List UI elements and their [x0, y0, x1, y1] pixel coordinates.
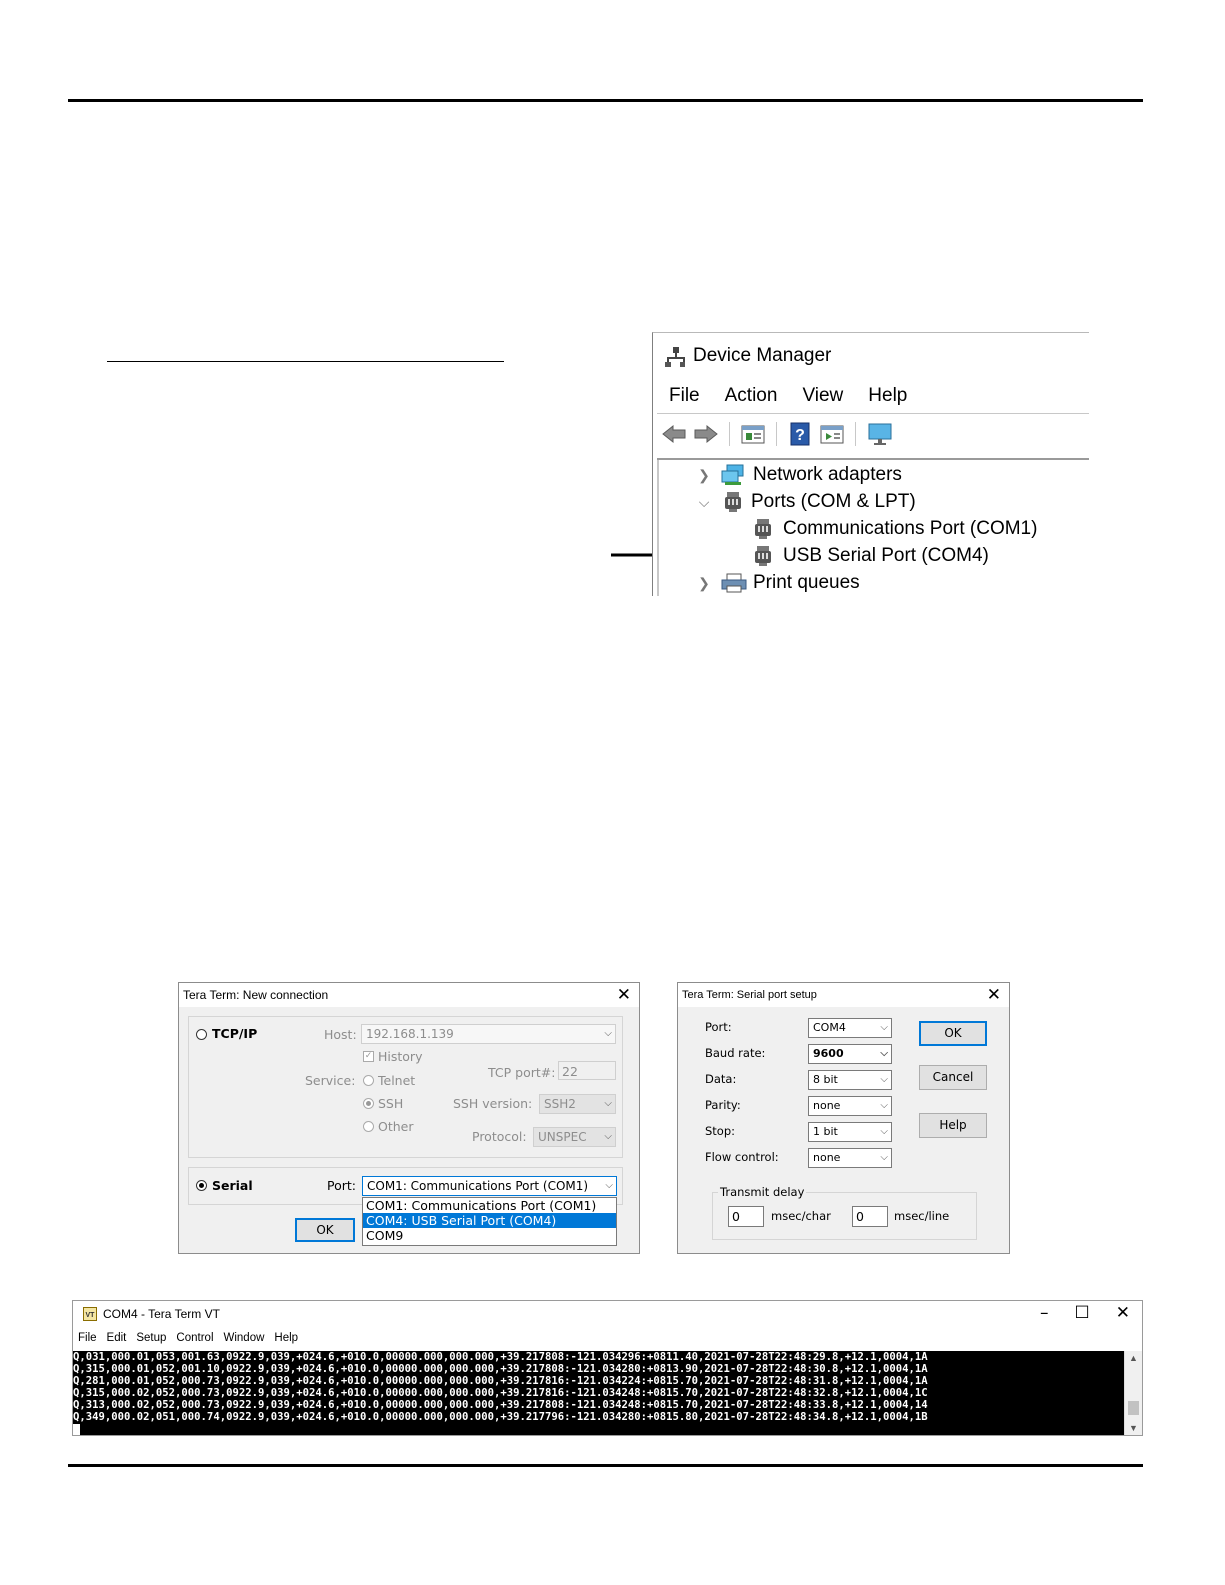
port-field-select[interactable] — [808, 1018, 892, 1038]
menu-window[interactable]: Window — [223, 1332, 265, 1344]
menu-help[interactable]: Help — [274, 1332, 299, 1344]
data-value: 8 bit — [813, 1073, 838, 1086]
host-input[interactable] — [361, 1024, 616, 1044]
section-underline — [107, 361, 504, 362]
tree-item-print-queues[interactable] — [697, 572, 860, 594]
terminal-output[interactable] — [73, 1351, 1125, 1435]
telnet-radio[interactable] — [363, 1075, 374, 1086]
device-tree — [657, 460, 1089, 596]
tree-item-com1[interactable] — [753, 518, 1037, 540]
port-option-selected[interactable]: COM4: USB Serial Port (COM4) — [363, 1213, 616, 1228]
menu-setup[interactable]: Setup — [136, 1332, 167, 1344]
serial-radio[interactable] — [196, 1180, 207, 1191]
tera-term-icon — [83, 1307, 97, 1321]
menu-help[interactable]: Help — [868, 385, 908, 406]
port-select-value: COM1: Communications Port (COM1) — [367, 1179, 589, 1193]
char-delay-unit: msec/char — [771, 1209, 831, 1223]
chevron-down-icon: ⌵ — [880, 1022, 888, 1033]
line-delay-value: 0 — [856, 1209, 864, 1224]
vt-titlebar — [83, 1307, 220, 1321]
port-icon — [753, 545, 773, 567]
port-icon — [723, 491, 743, 513]
history-label: History — [378, 1049, 423, 1064]
back-arrow-icon[interactable] — [661, 421, 687, 447]
data-select[interactable] — [808, 1070, 892, 1090]
flow-control-label: Flow control: — [705, 1150, 779, 1164]
tcp-port-input[interactable] — [558, 1061, 616, 1080]
tree-item-label: Ports (COM & LPT) — [751, 491, 916, 512]
window-controls — [1040, 1303, 1130, 1323]
help-button[interactable]: Help — [919, 1113, 987, 1138]
chevron-down-icon: ⌵ — [604, 1028, 612, 1039]
port-dropdown-list — [362, 1197, 617, 1246]
ssh-radio[interactable] — [363, 1098, 374, 1109]
update-driver-icon[interactable] — [819, 421, 845, 447]
host-label: Host: — [324, 1027, 357, 1042]
device-manager-title — [665, 345, 831, 367]
chevron-right-icon[interactable]: ❯ — [698, 466, 710, 483]
terminal-cursor-line — [73, 1423, 1125, 1435]
protocol-value: UNSPEC — [538, 1130, 587, 1144]
forward-arrow-icon[interactable] — [693, 421, 719, 447]
port-icon — [753, 518, 773, 540]
chevron-down-icon: ⌵ — [880, 1074, 888, 1085]
data-label: Data: — [705, 1072, 737, 1086]
other-label: Other — [378, 1119, 414, 1134]
vertical-scrollbar[interactable] — [1124, 1351, 1142, 1435]
terminal-line: Q,315,000.01,052,001.10,0922.9,039,+024.6,+010.0,00000.000,000.000,+39.217808:-121.034280:+0813.90,2021-07-28T22:48:30.8,+12.1,0004,1A — [73, 1363, 928, 1375]
port-option[interactable]: COM9 — [366, 1228, 404, 1243]
tera-term-vt-window — [72, 1300, 1143, 1436]
port-field-label: Port: — [705, 1020, 732, 1034]
toolbar-separator — [855, 422, 856, 446]
properties-icon[interactable] — [740, 421, 766, 447]
menu-file[interactable]: File — [669, 385, 700, 406]
close-icon[interactable]: ✕ — [616, 985, 631, 1005]
baud-rate-label: Baud rate: — [705, 1046, 766, 1060]
menubar-separator — [657, 413, 1089, 414]
tree-item-label: Network adapters — [753, 464, 902, 485]
new-connection-dialog — [178, 982, 640, 1254]
tcp-port-label: TCP port#: — [488, 1065, 556, 1080]
stop-label: Stop: — [705, 1124, 736, 1138]
ssh-version-select[interactable] — [539, 1094, 616, 1114]
tree-item-network-adapters[interactable] — [697, 464, 902, 486]
char-delay-value: 0 — [732, 1209, 740, 1224]
ssh-version-label: SSH version: — [453, 1096, 533, 1111]
tcpip-radio[interactable] — [196, 1029, 207, 1040]
protocol-label: Protocol: — [472, 1129, 527, 1144]
menu-edit[interactable]: Edit — [106, 1332, 127, 1344]
ssh-label: SSH — [378, 1096, 404, 1111]
terminal-line: Q,315,000.02,052,000.73,0922.9,039,+024.6,+010.0,00000.000,000.000,+39.217816:-121.034248:+0815.70,2021-07-28T22:48:32.8,+12.1,0004,1C — [73, 1387, 928, 1399]
scroll-down-icon[interactable]: ▼ — [1129, 1423, 1138, 1433]
scrollbar-thumb[interactable] — [1128, 1401, 1139, 1415]
svg-text:VT: VT — [85, 1312, 95, 1319]
port-select[interactable] — [362, 1176, 617, 1196]
vt-title-text: COM4 - Tera Term VT — [103, 1307, 220, 1321]
chevron-down-icon: ⌵ — [604, 1131, 612, 1142]
tcp-port-value: 22 — [562, 1064, 578, 1079]
terminal-cursor — [73, 1424, 80, 1435]
close-icon[interactable]: ✕ — [1115, 1303, 1130, 1323]
device-manager-window — [652, 332, 1089, 596]
toolbar-separator — [776, 422, 777, 446]
service-label: Service: — [305, 1073, 356, 1088]
menu-action[interactable]: Action — [724, 385, 778, 406]
chevron-down-icon: ⌵ — [605, 1180, 613, 1191]
tree-item-label: USB Serial Port (COM4) — [783, 545, 989, 566]
device-manager-title-text: Device Manager — [693, 345, 832, 366]
terminal-line: Q,313,000.02,052,000.73,0922.9,039,+024.6,+010.0,00000.000,000.000,+39.217808:-121.034248:+0815.70,2021-07-28T22:48:33.8,+12.1,0004,14 — [73, 1399, 928, 1411]
monitor-icon[interactable] — [866, 421, 892, 447]
device-manager-toolbar — [661, 417, 892, 451]
chevron-right-icon[interactable]: ❯ — [698, 574, 710, 591]
menu-control[interactable]: Control — [176, 1332, 214, 1344]
protocol-select[interactable] — [533, 1127, 616, 1147]
telnet-label: Telnet — [378, 1073, 416, 1088]
terminal-line: Q,031,000.01,053,001.63,0922.9,039,+024.6,+010.0,00000.000,000.000,+39.217808:-121.034296:+0811.40,2021-07-28T22:48:29.8,+12.1,0004,1A — [73, 1351, 928, 1363]
menu-file[interactable]: File — [78, 1332, 97, 1344]
device-manager-icon — [665, 345, 685, 367]
char-delay-input[interactable] — [728, 1206, 764, 1227]
line-delay-unit: msec/line — [894, 1209, 950, 1223]
chevron-down-icon[interactable]: ⌵ — [698, 493, 710, 510]
flow-control-value: none — [813, 1151, 841, 1164]
ok-button[interactable]: OK — [295, 1218, 355, 1242]
transmit-delay-label: Transmit delay — [720, 1185, 805, 1199]
parity-value: none — [813, 1099, 841, 1112]
host-value: 192.168.1.139 — [366, 1027, 454, 1041]
serial-setup-titlebar — [678, 983, 1009, 1007]
tree-item-label: Print queues — [753, 572, 860, 593]
dialog-title: Tera Term: New connection — [183, 988, 329, 1002]
port-option[interactable]: COM1: Communications Port (COM1) — [366, 1198, 597, 1213]
stop-value: 1 bit — [813, 1125, 838, 1138]
serial-label: Serial — [212, 1178, 253, 1193]
network-adapter-icon — [721, 464, 747, 486]
parity-label: Parity: — [705, 1098, 741, 1112]
help-icon[interactable] — [787, 421, 813, 447]
printer-icon — [721, 572, 747, 594]
vt-menubar — [78, 1332, 298, 1344]
baud-rate-value: 9600 — [813, 1047, 844, 1060]
minimize-icon[interactable]: – — [1040, 1303, 1049, 1323]
scroll-up-icon[interactable]: ▲ — [1129, 1353, 1138, 1363]
history-checkbox[interactable]: ✓ — [364, 1051, 373, 1061]
flow-control-select[interactable] — [808, 1148, 892, 1168]
tcpip-label: TCP/IP — [212, 1026, 258, 1041]
parity-select[interactable] — [808, 1096, 892, 1116]
chevron-down-icon: ⌵ — [604, 1098, 612, 1109]
chevron-down-icon: ⌵ — [880, 1100, 888, 1111]
close-icon[interactable]: ✕ — [986, 985, 1001, 1005]
bottom-rule — [68, 1464, 1143, 1467]
top-rule — [68, 99, 1143, 102]
line-delay-input[interactable] — [852, 1206, 888, 1227]
device-manager-menubar — [669, 385, 932, 407]
terminal-line: Q,281,000.01,052,000.73,0922.9,039,+024.6,+010.0,00000.000,000.000,+39.217816:-121.034224:+0815.70,2021-07-28T22:48:31.8,+12.1,0004,1A — [73, 1375, 928, 1387]
maximize-icon[interactable]: ☐ — [1074, 1303, 1090, 1323]
terminal-line: Q,349,000.02,051,000.74,0922.9,039,+024.6,+010.0,00000.000,000.000,+39.217796:-121.034280:+0815.80,2021-07-28T22:48:34.8,+12.1,0004,1B — [73, 1411, 928, 1423]
chevron-down-icon: ⌵ — [880, 1126, 888, 1137]
svg-text:?: ? — [795, 427, 805, 444]
ok-button[interactable]: OK — [919, 1021, 987, 1046]
port-field-value: COM4 — [813, 1021, 846, 1034]
ssh-version-value: SSH2 — [544, 1097, 576, 1111]
stop-select[interactable] — [808, 1122, 892, 1142]
dialog-title: Tera Term: Serial port setup — [682, 989, 817, 1001]
port-label: Port: — [327, 1178, 356, 1193]
tree-item-com4[interactable] — [753, 545, 989, 567]
chevron-down-icon: ⌵ — [880, 1152, 888, 1163]
tree-item-ports[interactable] — [697, 491, 916, 513]
tree-item-label: Communications Port (COM1) — [783, 518, 1038, 539]
serial-port-setup-dialog — [677, 982, 1010, 1254]
baud-rate-select[interactable] — [808, 1044, 892, 1064]
menu-view[interactable]: View — [802, 385, 844, 406]
cancel-button[interactable]: Cancel — [919, 1065, 987, 1090]
toolbar-separator — [729, 422, 730, 446]
new-connection-titlebar — [179, 983, 639, 1007]
other-radio[interactable] — [363, 1121, 374, 1132]
chevron-down-icon: ⌵ — [880, 1048, 888, 1059]
